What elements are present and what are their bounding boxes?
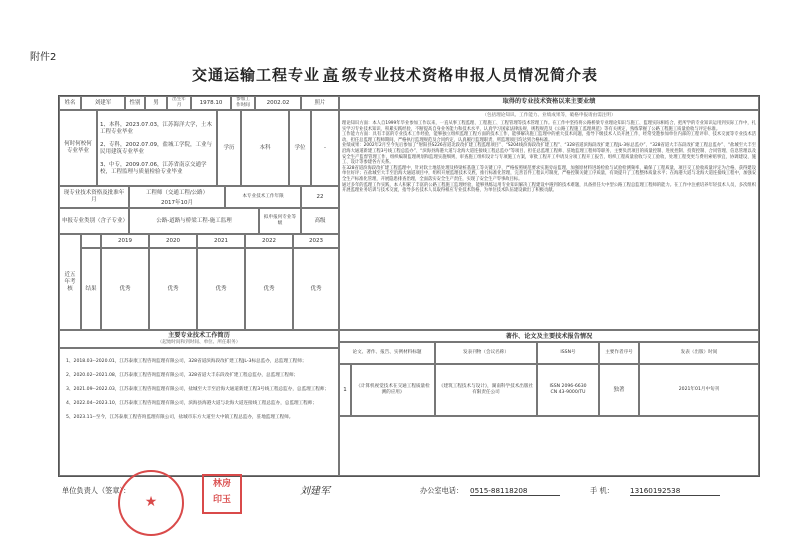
papers-title: 著作、论文及主要技术报告情况 (339, 330, 759, 342)
star-icon: ★ (144, 494, 158, 510)
current-title-date: 2017年10月 (161, 199, 193, 206)
experience-subtitle: （起始时间和到时间、单位、所任职务） (157, 340, 241, 345)
current-title-name: 工程师（交通工程/公路） (145, 189, 209, 196)
experience-item: 3、2021.09--2022.03，江苏泰康工程咨询监理有限公司，盐城至大丰至沿海大通道新建工程3号线工程总监办，总监理工程师； (66, 387, 330, 392)
papers-row-journal: 《建筑工程技术与设计》，湖南科学技术出版社有限责任公司 (435, 364, 537, 416)
papers-col-issn: ISSN号 (537, 342, 599, 364)
papers-empty-rows (339, 416, 759, 476)
performance-title: 取得的专业技术资格以来主要业绩 (502, 98, 596, 105)
assessment-result-label: 结果 (81, 248, 101, 330)
office-phone-label: 办公室电话： (420, 486, 464, 495)
papers-row-index: 1 (339, 364, 351, 416)
degree-value: 本科 (241, 110, 289, 186)
apply-value: 公路-道路与桥梁工程-施工监理 (129, 208, 259, 234)
assessment-year: 2023 (293, 234, 339, 248)
apply-level-value: 高级 (301, 208, 339, 234)
degree-label: 学历 (217, 110, 241, 186)
assessment-year: 2019 (101, 234, 149, 248)
name-label: 姓名 (59, 96, 81, 110)
experience-item: 4、2022.04--2023.10，江苏泰康工程咨询监理有限公司，滨海县海港大道与北海大道连接线工程总监办，总监理工程师； (66, 401, 317, 406)
assessment-year: 2021 (197, 234, 245, 248)
apply-label: 申报专业类别（含子专业） (59, 208, 129, 234)
gender-value: 男 (145, 96, 167, 110)
work-years-label: 本专业技术工作年限 (225, 186, 301, 208)
office-phone-value: 0515-88118208 (470, 486, 560, 496)
title-post: 级专业技术资格申报人员情况简介表 (342, 66, 599, 84)
education-line: 2、专科，2002.07.09，盐城工学院，工业与民用建筑专业毕业 (100, 142, 212, 155)
birth-value: 1978.10 (191, 96, 231, 110)
current-title-label: 现专业技术资格及批准年月 (59, 186, 129, 208)
papers-col-title: 论文、著作、报告、实例材料标题 (339, 342, 435, 364)
papers-row-author: 独著 (599, 364, 639, 416)
title-level: 高 (322, 66, 339, 84)
assessment-result: 优秀 (293, 248, 339, 330)
education-line: 1、本科，2023.07.03，江苏海洋大学，土木工程专业毕业 (100, 122, 212, 135)
performance-header (339, 96, 759, 110)
company-seal (118, 470, 184, 536)
title-pre: 交通运输工程专业 (191, 66, 320, 84)
page-title (0, 64, 790, 85)
education-label: 何时何校何专业毕业 (59, 110, 97, 186)
birth-label: 出生年月 (167, 96, 191, 110)
mobile-label: 手 机： (590, 486, 614, 495)
personal-seal: 林房 印玉 (202, 474, 242, 514)
assessment-year: 2020 (149, 234, 197, 248)
mobile-value: 13160192538 (630, 486, 720, 496)
assessment-result: 优秀 (101, 248, 149, 330)
performance-body (339, 110, 759, 330)
education-line: 3、中专，2009.07.06，江苏省南京交通学校，工程监理与质量检验专业毕业 (100, 162, 207, 175)
experience-item: 5、2023.11--至今，江苏泰康工程咨询监理有限公司，盐城市东方大道至大中镇工程总监办，驻地监理工程师。 (66, 415, 294, 420)
photo-label: 照片 (301, 96, 339, 110)
current-title-box (129, 186, 225, 208)
form-sheet (58, 95, 760, 477)
work-years-value: 22 (301, 186, 339, 208)
signature: 刘建军 (300, 486, 330, 497)
experience-title: 主要专业技术工作简历 (168, 332, 230, 339)
papers-col-date: 发表（出版）时间 (639, 342, 759, 364)
assessment-result: 优秀 (149, 248, 197, 330)
papers-row-title: 《计算机视觉技术在交通工程质量检测的应用》 (351, 364, 435, 416)
xuewei-value: - (311, 110, 339, 186)
papers-col-journal: 发表刊物（会议名称） (435, 342, 537, 364)
assessment-result: 优秀 (245, 248, 293, 330)
assessment-year: 2022 (245, 234, 293, 248)
work-label: 参加工作时间 (231, 96, 255, 110)
gender-label: 性别 (125, 96, 145, 110)
assessment-year-blank (81, 234, 101, 248)
performance-subtitle: （包括理论知识、工作能力、业绩成果等，破格申报请由需注明） (482, 113, 616, 118)
performance-text: 理论知识方面：本人自1999年毕业参加工作以来，一直从事工程监理、工程施工、工程管理等技术管理工作。在工作中坚持将公路桥梁专业理论知识与施工、监理实际相结合，把所学的专业知识运用到实际工作中，扎实学习专业技术知识、积累实践经验，不断提高自身业务能力和技术水平，认真学习国家法律法规、规程规范及《公路工程施工监理规范》等有关规定，熟练掌握了公路工程施工质量验收与评定标准。 工作能力方面：具有丰富的专业技术工作经验，能够独立组织监理工程方面的技术工作，能够解决施工监理中的重大技术问题，指导下级技术人员开展工作，经常受邀参加单位内部的工程评审、技术交流等专业技术活动，担任总监理工程师期间，严格执行监理规范及合同约定，认真履行监理职责，所监理项目均达到合格标准。 业绩成果：2002年2月至今先后参加了“射阳县S226省道北段改扩建工程监理项目”、“S204线滨海段改扩建工程”、“328省道滨海段改扩建工程JL-3标总监办”、“328省道大丰东段改扩建工程总监办”、“盐城至大丰至沿海大通道新建工程3号线工程总监办”、“滨海县海港大道与北海大道连接线工程总监办”等项目，担任总监理工程师、驻地监理工程师等职务，主要负责项目的质量控制、进度控制、投资控制、合同管理、信息管理以及安全生产监督管理工作，组织编制监理规划和监理实施细则，审查施工组织设计与专项施工方案，审批工程开工申请及分项工程开工报告，组织工程质量验收与交工验收，处理工程变更与费用索赔事宜，协调建设、施工、设计等参建各方关系。 在328省道滨海段改扩建工程监理中，针对软土地基处理及桥梁桩基施工等关键工序，严格按照规范要求实施旁站监理，加强原材料进场检验与试验检测频率，确保了工程质量，项目交工验收质量评定为合格，获得建设单位好评；在盐城至大丰至沿海大通道项目中，组织开展监理技术交底，推行标准化管理，完善首件工程认可制度，严格控制关键工序质量，有效提升了工程整体质量水平；在海港大道与北海大道连接线工程中，加强安全生产标准化管理，开展隐患排查治理，全面落实安全生产责任，实现了安全生产零事故目标。 通过多年的监理工作实践，本人积累了丰富的公路工程施工监理经验，能够熟练运用专业知识解决工程建设中遇到的技术难题，具备担任大中型公路工程总监理工程师的能力。在工作中注重培养年轻技术人员，多次组织开展监理业务培训与技术交流，指导多名技术人员取得相应专业技术资格，为单位技术队伍建设做出了积极贡献。 (342, 121, 756, 194)
papers-row-date: 2021年01月中旬刊 (639, 364, 759, 416)
papers-row-issn: ISSN 2096-6630 CN 43-9000/TU (537, 364, 599, 416)
experience-list (59, 348, 339, 476)
xuewei-label: 学位 (289, 110, 311, 186)
work-value: 2002.02 (255, 96, 301, 110)
apply-level-label: 拟申报何专业等级 (259, 208, 301, 234)
name-value: 刘建军 (81, 96, 125, 110)
education-list (97, 110, 217, 186)
experience-item: 1、2018.03--2020.01，江苏泰康工程咨询监理有限公司，328省道滨海段改扩建工程JL-3标总监办，总监理工程师； (66, 359, 307, 364)
unit-head-label: 单位负责人（签章）： (62, 486, 131, 495)
experience-item: 2、2020.02--2021.08，江苏泰康工程咨询监理有限公司，328省道大丰东段改扩建工程总监办，总监理工程师； (66, 373, 299, 378)
assessment-label: 近五年考核 (59, 234, 81, 330)
papers-col-author: 主要作者序号 (599, 342, 639, 364)
experience-header (59, 330, 339, 348)
attachment-label: 附件2 (30, 52, 57, 63)
assessment-result: 优秀 (197, 248, 245, 330)
